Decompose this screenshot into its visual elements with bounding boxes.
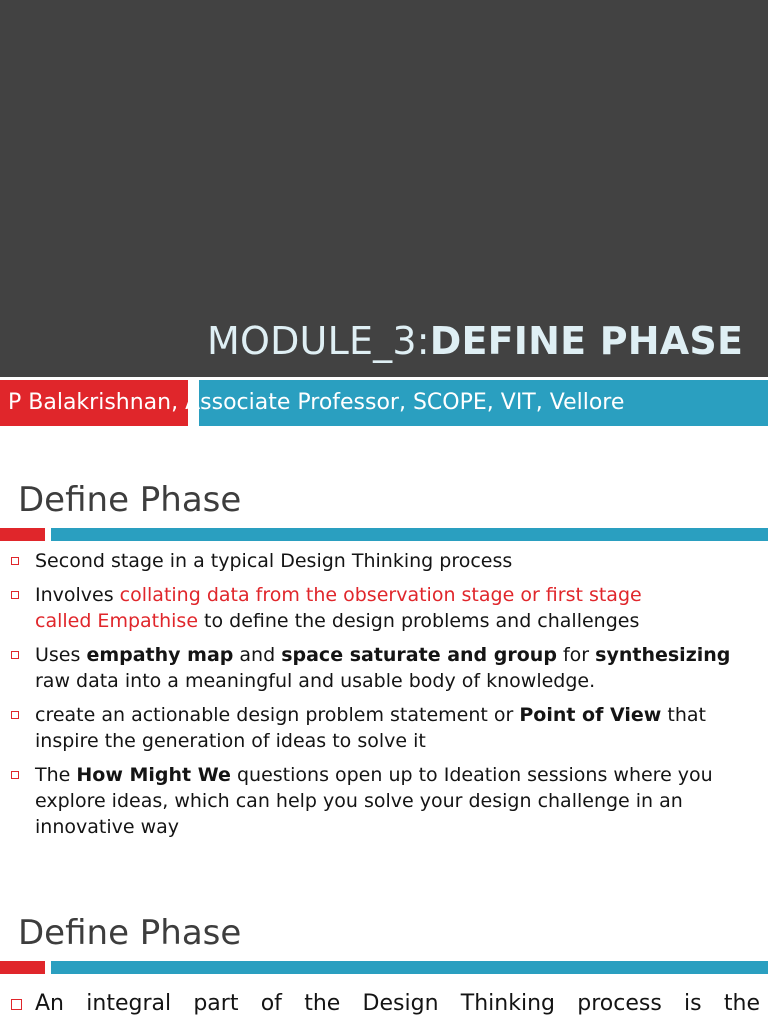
bullet-text-segment: Involves: [35, 584, 120, 606]
bullet-item: [0, 762, 768, 840]
bullet-text-segment: create an actionable design problem statement or: [35, 704, 520, 726]
bullet-text-segment: explore ideas, which can help you solve your design challenge in an: [35, 790, 683, 812]
square-bullet-icon: [11, 999, 22, 1010]
bullet-text-segment: The: [35, 764, 77, 786]
bullet-text-segment: collating data from the observation stage or first stage: [119, 584, 642, 606]
title-bold: DEFINE PHASE: [429, 319, 744, 363]
slide-heading: Define Phase: [18, 480, 242, 520]
square-bullet-icon: [11, 771, 19, 779]
bullet-text-segment: called Empathise: [35, 610, 199, 632]
square-bullet-icon: [11, 651, 19, 659]
heading-rule-red: [0, 528, 45, 541]
bullet-text-segment: Point of View: [519, 704, 662, 726]
bullet-line: [35, 814, 768, 840]
bullet-line: [35, 728, 768, 754]
title-prefix: MODULE_3:: [207, 319, 430, 363]
bullet-line: [35, 608, 768, 634]
bullet-text-segment: Uses: [35, 644, 87, 666]
bullet-item: [0, 702, 768, 754]
bullet-text-segment: to define the design problems and challenges: [198, 610, 640, 632]
heading-rule-blue: [51, 528, 768, 541]
bullet-text-segment: for: [556, 644, 596, 666]
bullet-line: [35, 702, 768, 728]
bullet-line: [35, 788, 768, 814]
bullet-line: [35, 548, 768, 574]
bullet-list: [0, 548, 768, 848]
bullet-item: [0, 548, 768, 574]
bullet-text-segment: empathy map: [86, 644, 234, 666]
heading-rule-blue-2: [51, 961, 768, 974]
square-bullet-icon: [11, 711, 19, 719]
heading-rule-red-2: [0, 961, 45, 974]
bullet-text-segment: How Might We: [76, 764, 231, 786]
bullet-text-segment: that: [661, 704, 706, 726]
bullet-item: [0, 642, 768, 694]
bullet-text-segment: raw data into a meaningful and usable body of knowledge.: [35, 670, 596, 692]
title-slide: [0, 0, 768, 377]
slide-title: [207, 318, 743, 364]
bullet-line: [35, 642, 768, 668]
bullet-item: [0, 582, 768, 634]
bullet-line: [35, 582, 768, 608]
bullet-text-segment: Second stage in a typical Design Thinking process: [35, 550, 513, 572]
square-bullet-icon: [11, 557, 19, 565]
author-name: P Balakrishnan,: [8, 390, 179, 415]
slide-heading-2: Define Phase: [18, 913, 242, 953]
bullet-line: [35, 668, 768, 694]
author-line: [8, 387, 624, 419]
bullet-text-segment: inspire the generation of ideas to solve it: [35, 730, 426, 752]
bullet-text: An integral part of the Design Thinking process is the: [35, 991, 760, 1016]
bullet-text-segment: innovative way: [35, 816, 180, 838]
bullet-text-segment: synthesizing: [595, 644, 731, 666]
bullet-text-segment: questions open up to Ideation sessions where you: [230, 764, 713, 786]
bullet-item-2: [0, 989, 768, 1019]
author-affiliation: Associate Professor, SCOPE, VIT, Vellore: [185, 390, 625, 415]
bullet-text-segment: space saturate and group: [281, 644, 557, 666]
bullet-text-segment: and: [233, 644, 282, 666]
square-bullet-icon: [11, 591, 19, 599]
bullet-line: [35, 762, 768, 788]
